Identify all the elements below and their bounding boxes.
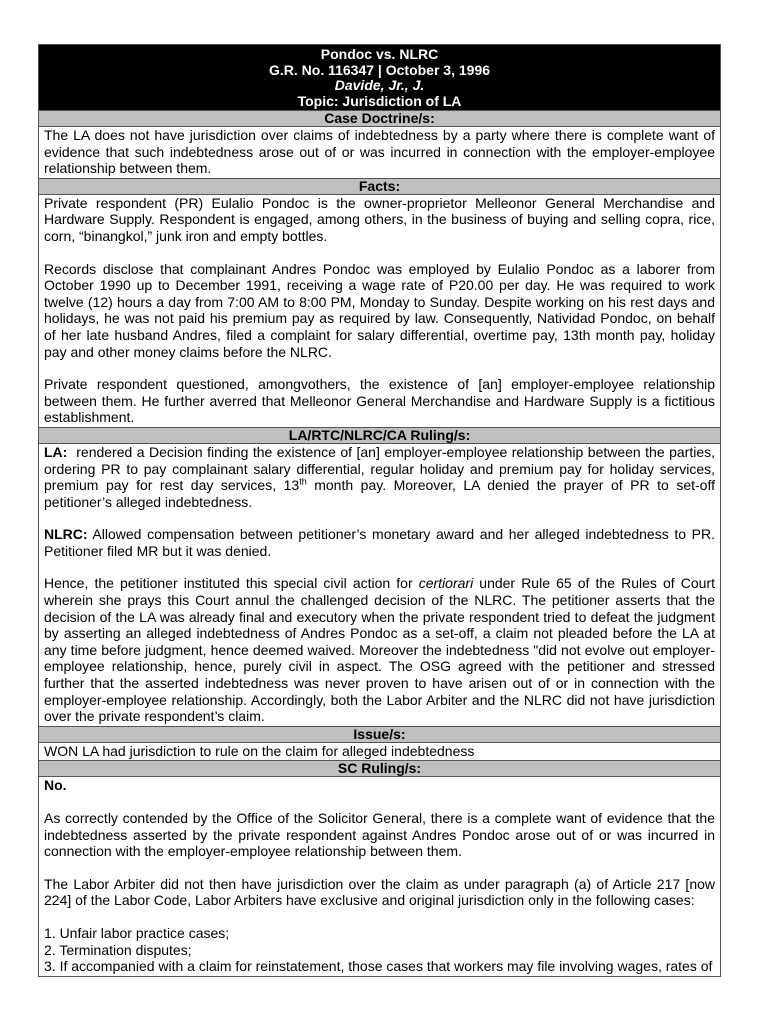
rulings-body [39, 444, 720, 726]
sc-answer: No. [44, 777, 67, 794]
case-doctrine-body [39, 127, 720, 178]
issues-heading: Issue/s: [39, 726, 720, 743]
sc-paragraph-1: As correctly contended by the Office of the Solicitor General, there is a complete want of evidence that the indebtedness asserted by the private respondent against Andres Pondoc arose out of or was incurred in connection with the employer-employee relationship between them. [44, 810, 715, 860]
hence-pre: Hence, the petitioner instituted this special civil action for [44, 575, 419, 592]
la-sup: th [299, 476, 307, 487]
sc-ruling-heading: SC Ruling/s: [39, 760, 720, 777]
facts-heading: Facts: [39, 178, 720, 195]
case-doctrine-text: The LA does not have jurisdiction over claims of indebtedness by a party where there is complete want of evidence that such indebtedness arose out of or was incurred in connection with the employer-employee relationship between them. [44, 127, 715, 177]
sc-ruling-body [39, 777, 720, 975]
nlrc-label: NLRC: [44, 526, 88, 543]
issues-body [39, 743, 720, 761]
nlrc-text: Allowed compensation between petitioner’s monetary award and her alleged indebtedness to PR. Petitioner filed MR but it was denied. [44, 526, 715, 559]
la-text-pre: rendered a Decision finding the existence of [an] employer-employee relationship between the parties, ordering PR to pay complainant salary differential, regular holiday and premium pay for holiday services, premium pay for rest day services, 13 [44, 443, 715, 494]
sc-list-item-2: 2. Termination disputes; [44, 941, 192, 958]
la-text-post: month pay. Moreover, LA denied the prayer of PR to set-off petitioner’s alleged indebtedness. [44, 477, 715, 510]
la-label: LA: [44, 443, 68, 460]
hence-italic: certiorari [418, 575, 474, 592]
nlrc-ruling [44, 526, 715, 559]
case-ponente: Davide, Jr., J. [334, 77, 425, 93]
sc-list-item-3: 3. If accompanied with a claim for reinstatement, those cases that workers may file involving wages, rates of [44, 958, 713, 975]
case-digest-table [38, 44, 721, 977]
case-header [39, 45, 720, 110]
case-topic: Topic: Jurisdiction of LA [297, 92, 462, 109]
hence-post: under Rule 65 of the Rules of Court wherein she prays this Court annul the challenged decision of the NLRC. The petitioner asserts that the decision of the LA was already final and executory when the private respondent tried to defeat the judgment by asserting an alleged indebtedness of Andres Pondoc as a set-off, a claim not pleaded before the LA at any time before judgment, hence deemed waived. Moreover the indebtedness "did not evolve out employer-employee relationship, hence, purely civil in aspect. The OSG agreed with the petitioner and stressed further that the asserted indebtedness was never proven to have arisen out of or in connection with the employer-employee relationship. Accordingly, both the Labor Arbiter and the NLRC did not have jurisdiction over the private respondent’s claim. [44, 575, 715, 725]
issue-text: WON LA had jurisdiction to rule on the claim for alleged indebtedness [44, 742, 475, 759]
facts-paragraph-1: Private respondent (PR) Eulalio Pondoc is the owner-proprietor Melleonor General Merchandise and Hardware Supply. Respondent is engaged, among others, in the business of buying and selling copra, rice, corn, “binangkol,” junk iron and empty bottles. [44, 194, 715, 244]
case-gr-number: G.R. No. 116347 | October 3, 1996 [268, 61, 491, 78]
sc-paragraph-2: The Labor Arbiter did not then have jurisdiction over the claim as under paragraph (a) of Article 217 [now 224] of the Labor Code, Labor Arbiters have exclusive and original jurisdiction only in the following cases: [44, 875, 715, 909]
petition-paragraph [44, 575, 715, 724]
facts-paragraph-2: Records disclose that complainant Andres Pondoc was employed by Eulalio Pondoc as a laborer from October 1990 up to December 1991, receiving a wage rate of P20.00 per day. He was required to work twelve (12) hours a day from 7:00 AM to 8:00 PM, Monday to Sunday. Despite working on his rest days and holidays, he was not paid his premium pay as required by law. Consequently, Natividad Pondoc, on behalf of her late husband Andres, filed a complaint for salary differential, overtime pay, 13th month pay, holiday pay and other money claims before the NLRC. [44, 260, 715, 360]
sc-list-item-1: 1. Unfair labor practice cases; [44, 924, 230, 941]
rulings-heading: LA/RTC/NLRC/CA Ruling/s: [39, 427, 720, 444]
facts-paragraph-3: Private respondent questioned, amongvothers, the existence of [an] employer-employee relationship between them. He further averred that Melleonor General Merchandise and Hardware Supply is a fictitious establishment. [44, 376, 715, 426]
case-title: Pondoc vs. NLRC [320, 46, 439, 62]
facts-body [39, 195, 720, 427]
la-ruling [44, 444, 715, 510]
case-doctrine-heading: Case Doctrine/s: [39, 110, 720, 127]
